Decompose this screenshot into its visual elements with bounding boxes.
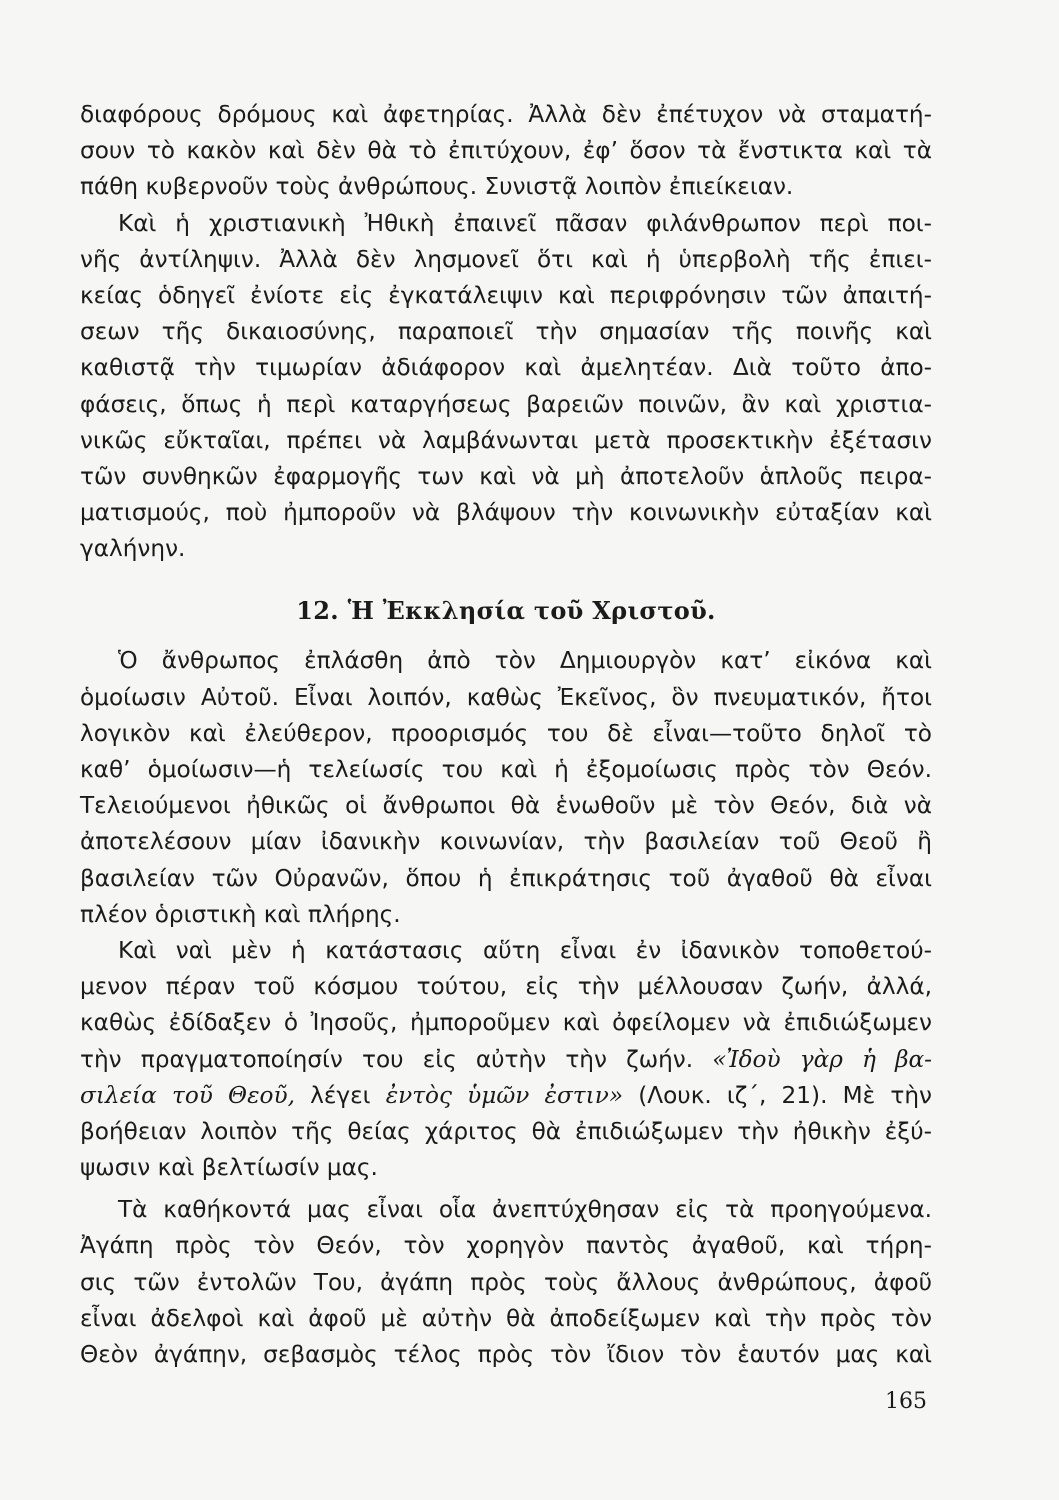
text-line: νικῶς εὔκταῖαι, πρέπει νὰ λαμβάνωνται μετὰ προσεκτικὴν ἐξέτασιν xyxy=(80,426,932,454)
text-line: σεων τῆς δικαιοσύνης, παραποιεῖ τὴν σημασίαν τῆς ποινῆς καὶ xyxy=(80,318,932,346)
text-line: σις τῶν ἐντολῶν Του, ἀγάπη πρὸς τοὺς ἄλλους ἀνθρώπους, ἀφοῦ xyxy=(80,1268,932,1296)
text-line: Καὶ ἡ χριστιανικὴ Ἠθικὴ ἐπαινεῖ πᾶσαν φιλάνθρωπον περὶ ποι- xyxy=(118,209,932,237)
text-line: διαφόρους δρόμους καὶ ἀφετηρίας. Ἀλλὰ δὲν ἐπέτυχον νὰ σταματή- xyxy=(80,101,932,128)
quote-mid-text: λέγει xyxy=(294,1081,386,1109)
text-line: καθιστᾷ τὴν τιμωρίαν ἀδιάφορον καὶ ἀμελητέαν. Διὰ τοῦτο ἀπο- xyxy=(80,354,932,382)
page-body xyxy=(80,97,932,1373)
text-line: Τελειούμενοι ἠθικῶς οἱ ἄνθρωποι θὰ ἑνωθοῦν μὲ τὸν Θεόν, διὰ νὰ xyxy=(80,792,932,820)
paragraph-kingdom xyxy=(80,933,932,1186)
text-line: βασιλείαν τῶν Οὐρανῶν, ὅπου ἡ ἐπικράτησις τοῦ ἀγαθοῦ θὰ εἶναι xyxy=(80,864,932,892)
text-line: ὁμοίωσιν Αὐτοῦ. Εἶναι λοιπόν, καθὼς Ἐκεῖνος, ὃν πνευματικόν, ἤτοι xyxy=(80,683,932,711)
text-line: Καὶ ναὶ μὲν ἡ κατάστασις αὕτη εἶναι ἐν ἰδανικὸν τοποθετού- xyxy=(118,936,932,964)
text-line: φάσεις, ὅπως ἡ περὶ καταργήσεως βαρειῶν ποινῶν, ἂν καὶ χριστια- xyxy=(80,390,932,418)
section-heading: 12. Ἡ Ἐκκλησία τοῦ Χριστοῦ. xyxy=(296,596,716,626)
text-line: βοήθειαν λοιπὸν τῆς θείας χάριτος θὰ ἐπιδιώξωμεν τὴν ἠθικὴν ἐξύ- xyxy=(80,1117,932,1145)
text-line: Θεὸν ἀγάπην, σεβασμὸς τέλος πρὸς τὸν ἴδιον τὸν ἑαυτόν μας καὶ xyxy=(80,1341,932,1368)
page-number: 165 xyxy=(885,1389,927,1414)
text-line: καθὼς ἐδίδαξεν ὁ Ἰησοῦς, ἠμποροῦμεν καὶ ὀφείλομεν νὰ ἐπιδιώξωμεν xyxy=(80,1009,932,1037)
text-line: πλέον ὁριστικὴ καὶ πλήρης. xyxy=(80,900,401,928)
text-line: εἶναι ἀδελφοὶ καὶ ἀφοῦ μὲ αὐτὴν θὰ ἀποδείξωμεν καὶ τὴν πρὸς τὸν xyxy=(80,1304,932,1332)
text-line: Ὁ ἄνθρωπος ἐπλάσθη ἀπὸ τὸν Δημιουργὸν κατ’ εἰκόνα καὶ xyxy=(118,647,932,675)
paragraph-duties xyxy=(80,1192,932,1373)
text-line: ἀποτελέσουν μίαν ἰδανικὴν κοινωνίαν, τὴν βασιλείαν τοῦ Θεοῦ ἢ xyxy=(80,828,932,856)
citation-text: (Λουκ. ιζ΄, 21). Μὲ τὴν xyxy=(623,1081,932,1109)
text-line: γαλήνην. xyxy=(80,535,186,563)
text-line: καθ’ ὁμοίωσιν—ἡ τελείωσίς του καὶ ἡ ἐξομοίωσις πρὸς τὸν Θεόν. xyxy=(80,756,932,783)
paragraph-man xyxy=(80,643,932,933)
text-line: μενον πέραν τοῦ κόσμου τούτου, εἰς τὴν μέλλουσαν ζωήν, ἀλλά, xyxy=(80,973,932,1001)
text-line-quote xyxy=(80,1042,932,1078)
text-line: κείας ὁδηγεῖ ἐνίοτε εἰς ἐγκατάλειψιν καὶ περιφρόνησιν τῶν ἀπαιτή- xyxy=(80,281,932,309)
section-spacer xyxy=(80,567,932,585)
quote-lead-text: τὴν πραγματοποίησίν του εἰς αὐτὴν τὴν ζωήν. xyxy=(80,1045,713,1073)
text-line: λογικὸν καὶ ἐλεύθερον, προορισμός του δὲ εἶναι—τοῦτο δηλοῖ τὸ xyxy=(80,719,932,747)
text-line: ματισμούς, ποὺ ἠμποροῦν νὰ βλάψουν τὴν κοινωνικὴν εὐταξίαν καὶ xyxy=(80,499,932,527)
text-line: ψωσιν καὶ βελτίωσίν μας. xyxy=(80,1154,378,1182)
text-line: νῆς ἀντίληψιν. Ἀλλὰ δὲν λησμονεῖ ὅτι καὶ ἡ ὑπερβολὴ τῆς ἐπιει- xyxy=(80,245,932,273)
text-line: σουν τὸ κακὸν καὶ δὲν θὰ τὸ ἐπιτύχουν, ἐφ’ ὅσον τὰ ἔνστικτα καὶ τὰ xyxy=(80,137,932,165)
text-line: Τὰ καθήκοντά μας εἶναι οἷα ἀνεπτύχθησαν εἰς τὰ προηγούμενα. xyxy=(118,1196,932,1224)
scripture-quote: ἐντὸς ὑμῶν ἐστιν» xyxy=(385,1081,624,1109)
paragraph-ethics xyxy=(80,206,932,568)
scripture-quote: «Ἰδοὺ γὰρ ἡ βα- xyxy=(712,1045,932,1073)
text-line-quote xyxy=(80,1078,932,1114)
paragraph-intro xyxy=(80,97,932,206)
scripture-quote: σιλεία τοῦ Θεοῦ, xyxy=(80,1081,295,1109)
text-line: τῶν συνθηκῶν ἐφαρμογῆς των καὶ νὰ μὴ ἀποτελοῦν ἁπλοῦς πειρα- xyxy=(80,462,932,490)
text-line: πάθη κυβερνοῦν τοὺς ἀνθρώπους. Συνιστᾷ λοιπὸν ἐπιείκειαν. xyxy=(80,173,794,201)
text-line: Ἀγάπη πρὸς τὸν Θεόν, τὸν χορηγὸν παντὸς ἀγαθοῦ, καὶ τήρη- xyxy=(80,1232,932,1260)
